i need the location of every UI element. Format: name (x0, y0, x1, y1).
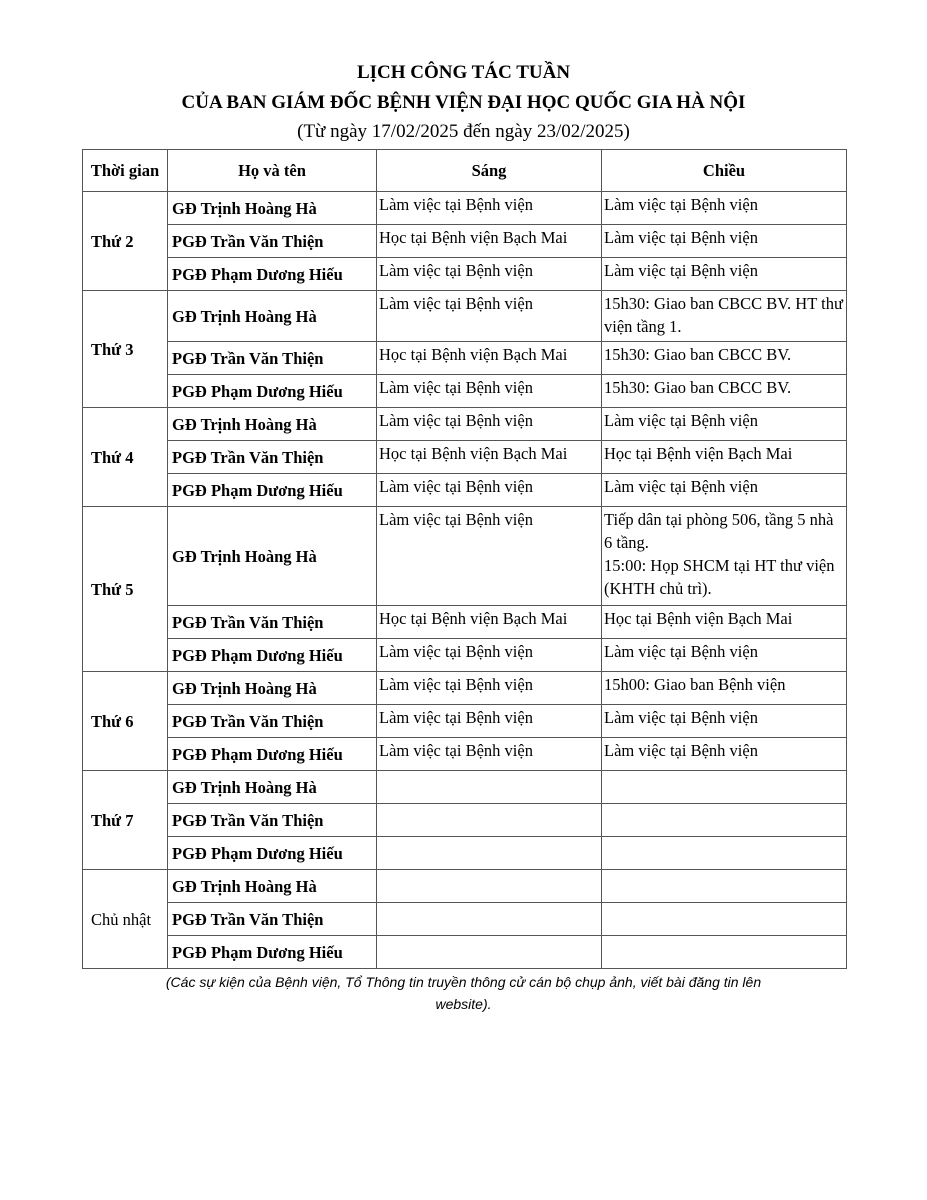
morning-cell: Làm việc tại Bệnh viện (377, 738, 602, 771)
table-row (83, 258, 847, 291)
schedule-table (82, 149, 847, 969)
name-cell: GĐ Trịnh Hoàng Hà (168, 672, 377, 705)
morning-cell (377, 903, 602, 936)
table-row (83, 192, 847, 225)
name-cell: PGĐ Phạm Dương Hiếu (168, 474, 377, 507)
afternoon-cell (602, 903, 847, 936)
name-cell: PGĐ Phạm Dương Hiếu (168, 738, 377, 771)
name-cell: PGĐ Trần Văn Thiện (168, 342, 377, 375)
day-cell: Thứ 5 (83, 507, 168, 672)
table-row (83, 507, 847, 606)
morning-cell: Học tại Bệnh viện Bạch Mai (377, 606, 602, 639)
afternoon-cell (602, 837, 847, 870)
morning-cell (377, 870, 602, 903)
day-cell: Thứ 6 (83, 672, 168, 771)
morning-cell: Làm việc tại Bệnh viện (377, 408, 602, 441)
table-row (83, 342, 847, 375)
day-cell: Thứ 2 (83, 192, 168, 291)
afternoon-cell: Làm việc tại Bệnh viện (602, 474, 847, 507)
afternoon-cell (602, 804, 847, 837)
column-header-time: Thời gian (83, 150, 168, 192)
morning-cell (377, 804, 602, 837)
name-cell: GĐ Trịnh Hoàng Hà (168, 291, 377, 342)
name-cell: PGĐ Trần Văn Thiện (168, 606, 377, 639)
name-cell: PGĐ Phạm Dương Hiếu (168, 258, 377, 291)
table-row (83, 870, 847, 903)
name-cell: PGĐ Phạm Dương Hiếu (168, 375, 377, 408)
name-cell: PGĐ Trần Văn Thiện (168, 705, 377, 738)
column-header-morning: Sáng (377, 150, 602, 192)
name-cell: GĐ Trịnh Hoàng Hà (168, 408, 377, 441)
morning-cell: Làm việc tại Bệnh viện (377, 474, 602, 507)
morning-cell: Học tại Bệnh viện Bạch Mai (377, 225, 602, 258)
name-cell: PGĐ Phạm Dương Hiếu (168, 639, 377, 672)
name-cell: PGĐ Trần Văn Thiện (168, 804, 377, 837)
name-cell: GĐ Trịnh Hoàng Hà (168, 507, 377, 606)
footnote-line-2: website). (435, 996, 492, 1012)
afternoon-cell: Làm việc tại Bệnh viện (602, 258, 847, 291)
afternoon-cell: Làm việc tại Bệnh viện (602, 192, 847, 225)
table-row (83, 837, 847, 870)
document-title: LỊCH CÔNG TÁC TUẦN (356, 62, 571, 83)
morning-cell: Làm việc tại Bệnh viện (377, 639, 602, 672)
table-row (83, 936, 847, 969)
afternoon-cell (602, 771, 847, 804)
morning-cell (377, 837, 602, 870)
morning-cell (377, 771, 602, 804)
document-subtitle: CỦA BAN GIÁM ĐỐC BỆNH VIỆN ĐẠI HỌC QUỐC GIA HÀ NỘI (181, 92, 746, 113)
morning-cell: Học tại Bệnh viện Bạch Mai (377, 342, 602, 375)
footnote-line-1: (Các sự kiện của Bệnh viện, Tổ Thông tin truyền thông cử cán bộ chụp ảnh, viết bài đăng tin lên (165, 974, 762, 990)
afternoon-cell: Học tại Bệnh viện Bạch Mai (602, 441, 847, 474)
table-row (83, 375, 847, 408)
name-cell: PGĐ Trần Văn Thiện (168, 903, 377, 936)
schedule-body (83, 192, 847, 969)
afternoon-cell: Làm việc tại Bệnh viện (602, 705, 847, 738)
name-cell: PGĐ Phạm Dương Hiếu (168, 936, 377, 969)
date-range: (Từ ngày 17/02/2025 đến ngày 23/02/2025) (297, 121, 630, 142)
morning-cell (377, 936, 602, 969)
table-row (83, 903, 847, 936)
afternoon-cell (602, 936, 847, 969)
afternoon-cell: Làm việc tại Bệnh viện (602, 639, 847, 672)
afternoon-cell: Làm việc tại Bệnh viện (602, 738, 847, 771)
table-row (83, 441, 847, 474)
afternoon-cell: 15h30: Giao ban CBCC BV. (602, 375, 847, 408)
afternoon-cell (602, 870, 847, 903)
footnote (0, 971, 927, 1015)
table-row (83, 225, 847, 258)
name-cell: GĐ Trịnh Hoàng Hà (168, 771, 377, 804)
name-cell: PGĐ Phạm Dương Hiếu (168, 837, 377, 870)
day-cell: Thứ 3 (83, 291, 168, 408)
afternoon-cell: 15h30: Giao ban CBCC BV. (602, 342, 847, 375)
table-row (83, 771, 847, 804)
column-header-afternoon: Chiều (602, 150, 847, 192)
morning-cell: Làm việc tại Bệnh viện (377, 507, 602, 606)
afternoon-cell: Làm việc tại Bệnh viện (602, 408, 847, 441)
name-cell: GĐ Trịnh Hoàng Hà (168, 192, 377, 225)
column-header-name: Họ và tên (168, 150, 377, 192)
name-cell: GĐ Trịnh Hoàng Hà (168, 870, 377, 903)
morning-cell: Làm việc tại Bệnh viện (377, 672, 602, 705)
table-header-row (83, 150, 847, 192)
table-row (83, 738, 847, 771)
table-row (83, 639, 847, 672)
morning-cell: Làm việc tại Bệnh viện (377, 375, 602, 408)
table-row (83, 804, 847, 837)
morning-cell: Làm việc tại Bệnh viện (377, 258, 602, 291)
afternoon-cell: Làm việc tại Bệnh viện (602, 225, 847, 258)
afternoon-cell: 15h30: Giao ban CBCC BV. HT thư viện tầng 1. (602, 291, 847, 342)
table-row (83, 672, 847, 705)
table-row (83, 705, 847, 738)
day-cell: Chủ nhật (83, 870, 168, 969)
afternoon-cell: Tiếp dân tại phòng 506, tầng 5 nhà 6 tầng. 15:00: Họp SHCM tại HT thư viện (KHTH chủ trì). (602, 507, 847, 606)
table-row (83, 474, 847, 507)
day-cell: Thứ 7 (83, 771, 168, 870)
name-cell: PGĐ Trần Văn Thiện (168, 441, 377, 474)
morning-cell: Làm việc tại Bệnh viện (377, 705, 602, 738)
afternoon-cell: 15h00: Giao ban Bệnh viện (602, 672, 847, 705)
afternoon-cell: Học tại Bệnh viện Bạch Mai (602, 606, 847, 639)
table-row (83, 606, 847, 639)
table-row (83, 408, 847, 441)
day-cell: Thứ 4 (83, 408, 168, 507)
morning-cell: Học tại Bệnh viện Bạch Mai (377, 441, 602, 474)
morning-cell: Làm việc tại Bệnh viện (377, 291, 602, 342)
table-row (83, 291, 847, 342)
morning-cell: Làm việc tại Bệnh viện (377, 192, 602, 225)
name-cell: PGĐ Trần Văn Thiện (168, 225, 377, 258)
